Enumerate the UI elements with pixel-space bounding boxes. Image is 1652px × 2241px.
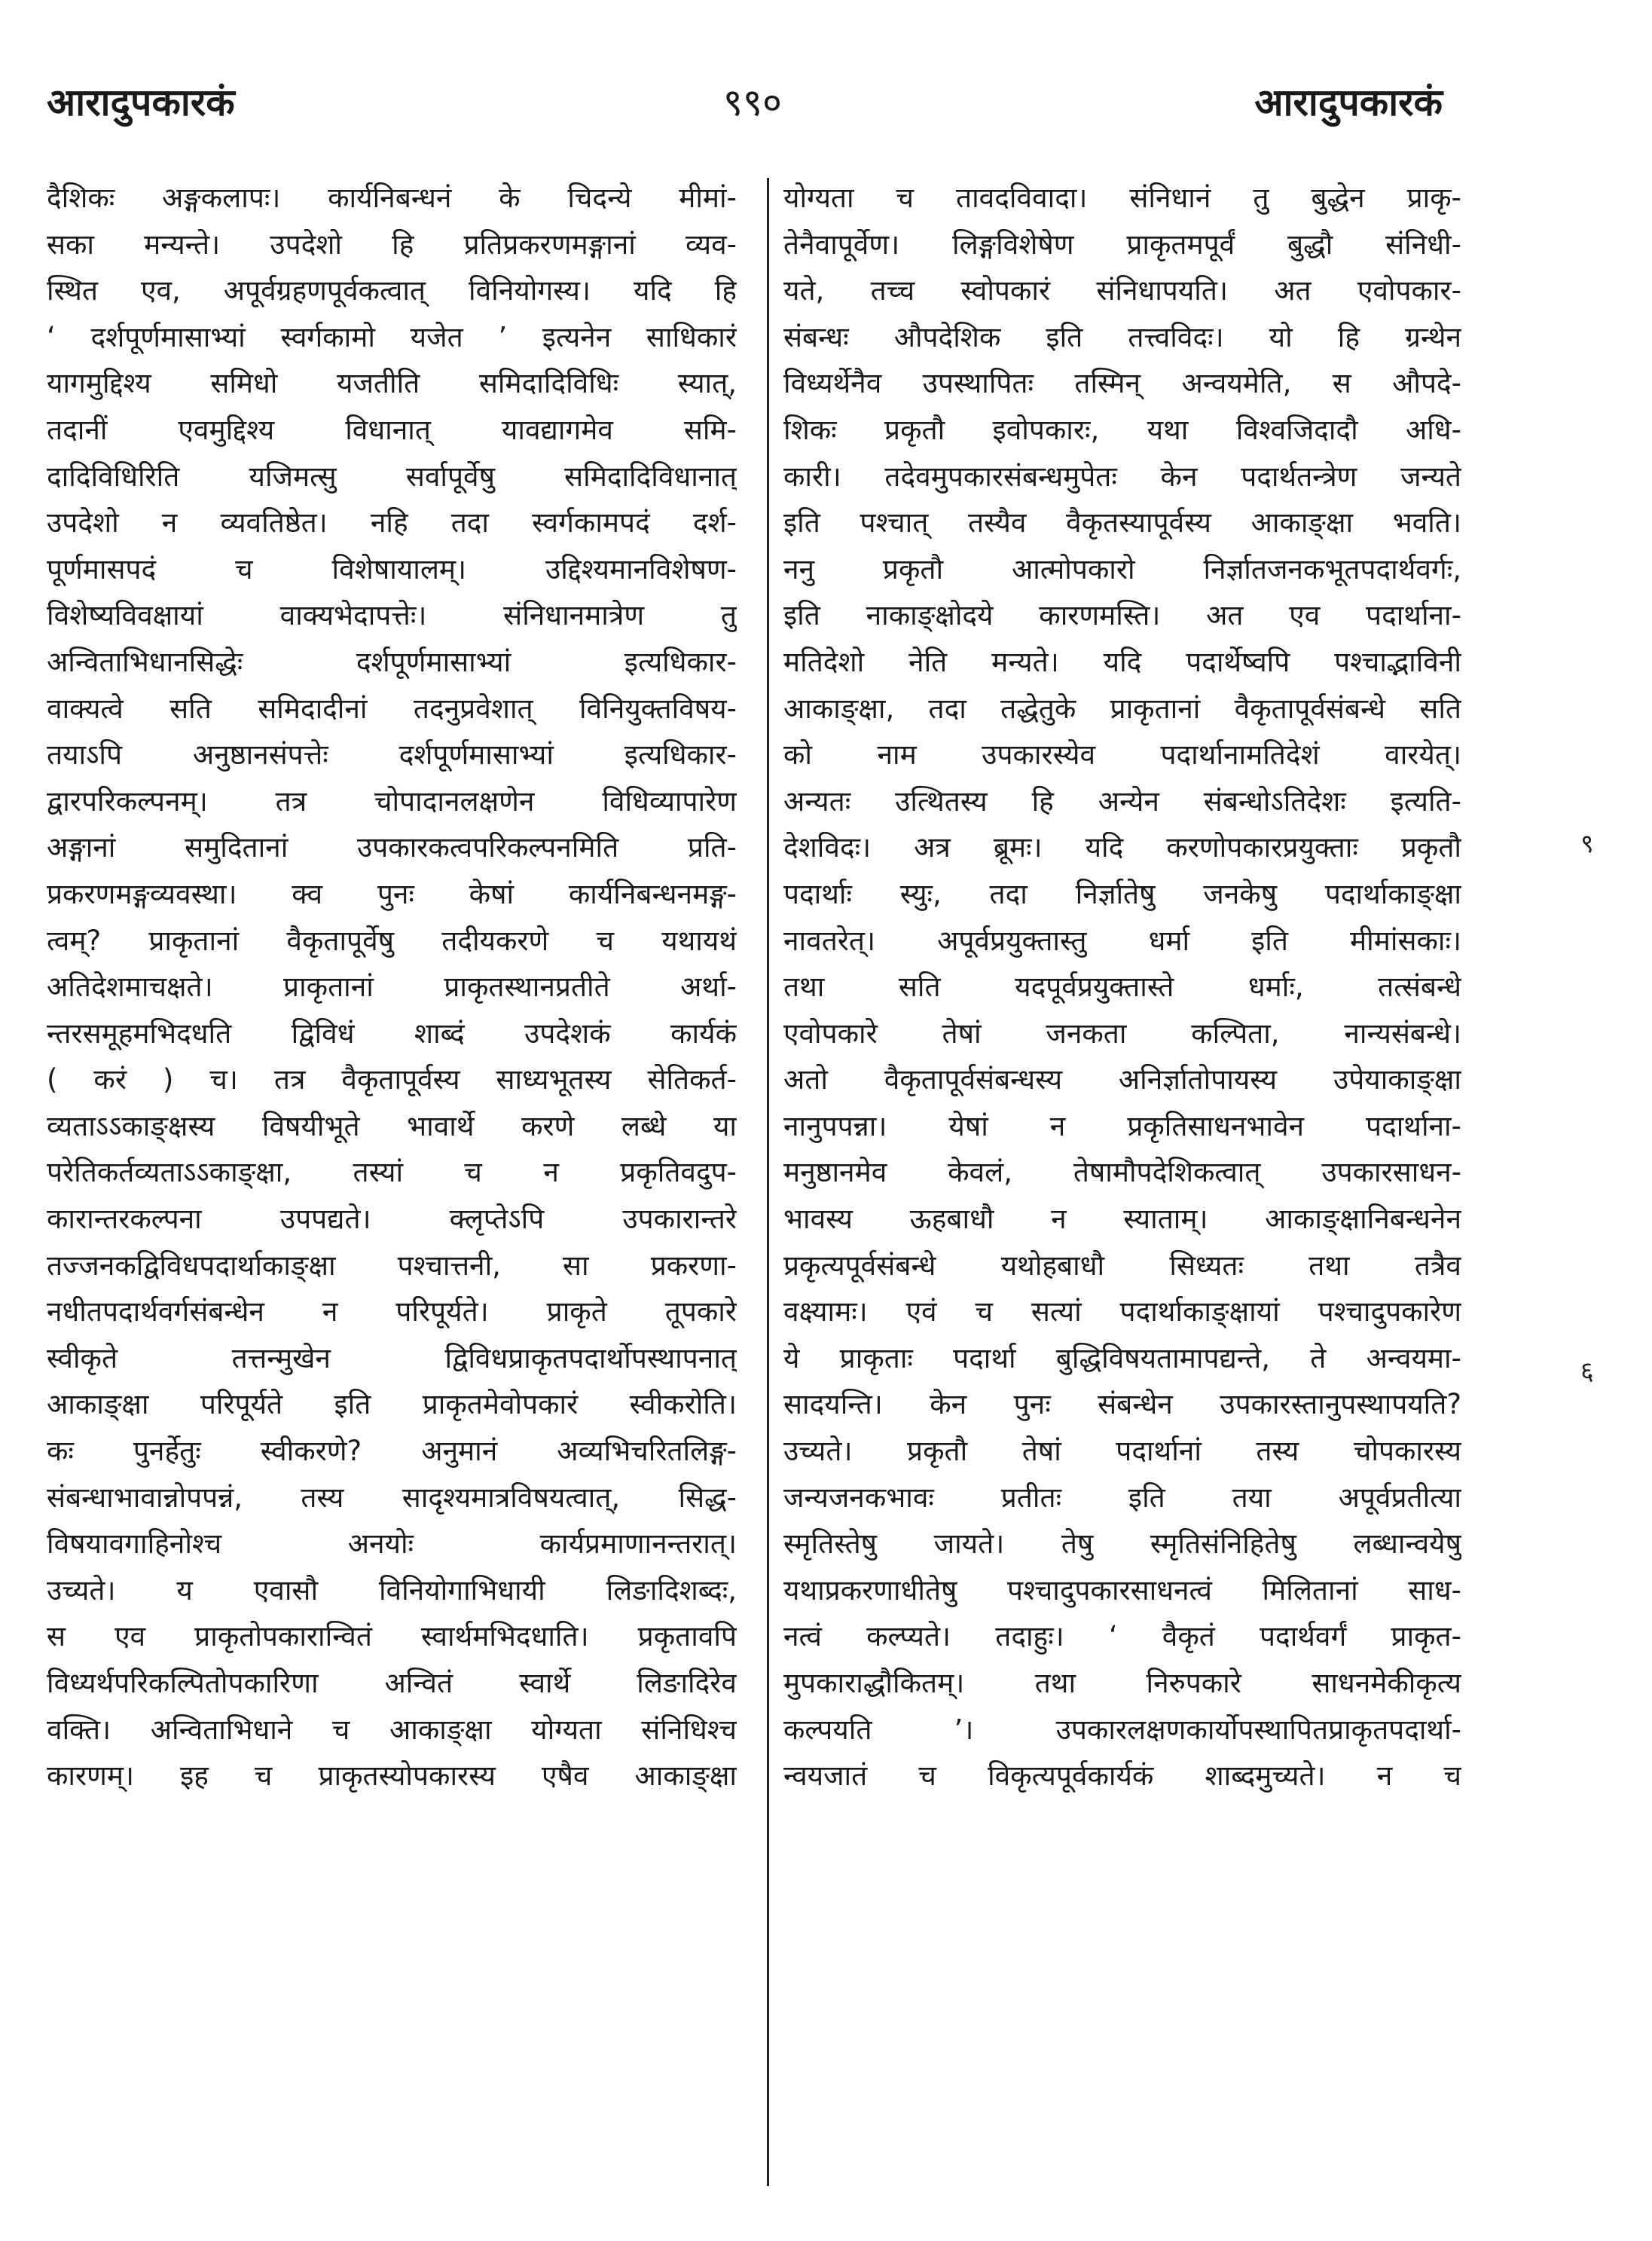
text-line: नावतरेत्। अपूर्वप्रयुक्तास्तु धर्मा इति मीमांसकाः। (783, 924, 1461, 957)
text-line: दैशिकः अङ्गकलापः। कार्यनिबन्धनं के चिदन्ये मीमां- (47, 182, 737, 214)
text-line: मुपकाराद्धौकितम्। तथा निरुपकारे साधनमेकीकृत्य (783, 1667, 1461, 1699)
text-line: भावस्य ऊहबाधौ न स्याताम्। आकाङ्क्षानिबन्धनेन (783, 1203, 1461, 1236)
text-line: देशविदः। अत्र ब्रूमः। यदि करणोपकारप्रयुक्ताः प्रकृतौ (783, 831, 1461, 864)
text-line: सका मन्यन्ते। उपदेशो हि प्रतिप्रकरणमङ्गानां व्यव- (47, 228, 737, 261)
text-line: तेनैवापूर्वेण। लिङ्गविशेषेण प्राकृतमपूर्वं बुद्धौ संनिधी- (783, 228, 1461, 261)
text-line: न्वयजातं च विकृत्यपूर्वकार्यकं शाब्दमुच्यते। न च (783, 1759, 1461, 1793)
text-line: विध्यर्थेनैव उपस्थापितः तस्मिन् अन्वयमेति, स औपदे- (783, 367, 1461, 400)
text-line: मतिदेशो नेति मन्यते। यदि पदार्थेष्वपि पश्चाद्भाविनी (783, 645, 1461, 678)
text-line: ( करं ) च। तत्र वैकृतापूर्वस्य साध्यभूतस्य सेतिकर्त- (47, 1063, 737, 1096)
text-line: द्वारपरिकल्पनम्। तत्र चोपादानलक्षणेन विधिव्यापारेण (47, 784, 737, 818)
text-line: तयाऽपि अनुष्ठानसंपत्तेः दर्शपूर्णमासाभ्यां इत्यधिकार- (47, 738, 737, 772)
text-line: वक्ष्यामः। एवं च सत्यां पदार्थाकाङ्क्षायां पश्चादुपकारेण (783, 1295, 1461, 1328)
text-line: पदार्थाः स्युः, तदा निर्ज्ञातेषु जनकेषु पदार्थाकाङ्क्षा (783, 877, 1461, 910)
text-line: ये प्राकृताः पदार्था बुद्धिविषयतामापद्यन्ते, ते अन्वयमा- (783, 1341, 1461, 1374)
margin-mark: ६ (1580, 1356, 1594, 1386)
margin-mark: ९ (1580, 829, 1594, 859)
text-line: मनुष्ठानमेव केवलं, तेषामौपदेशिकत्वात् उपकारसाधन- (783, 1156, 1461, 1189)
text-line: कल्पयति ’। उपकारलक्षणकार्योपस्थापितप्राकृतपदार्था- (783, 1713, 1461, 1746)
text-line: वाक्यत्वे सति समिदादीनां तदनुप्रवेशात् विनियुक्तविषय- (47, 692, 737, 725)
text-line: यागमुद्दिश्य समिधो यजतीति समिदादिविधिः स्यात्, (47, 367, 737, 400)
page-header (0, 75, 1652, 136)
text-line: यते, तच्च स्वोपकारं संनिधापयति। अत एवोपकार- (783, 274, 1461, 307)
text-line: व्यताऽऽकाङ्क्षस्य विषयीभूते भावार्थे करणे लब्धे या (47, 1109, 737, 1142)
text-line: स एव प्राकृतोपकारान्वितं स्वार्थमभिदधाति। प्रकृतावपि (47, 1620, 737, 1653)
running-title-left: आरादुपकारकं (47, 81, 235, 124)
text-line: इति नाकाङ्क्षोदये कारणमस्ति। अत एव पदार्थाना- (783, 599, 1461, 632)
text-line: स्मृतिस्तेषु जायते। तेषु स्मृतिसंनिहितेषु लब्धान्वयेषु (783, 1527, 1461, 1561)
column-divider (767, 178, 769, 2186)
text-line: नानुपपन्ना। येषां न प्रकृतिसाधनभावेन पदार्थाना- (783, 1109, 1461, 1142)
text-line: दादिविधिरिति यजिमत्सु सर्वापूर्वेषु समिदादिविधानात् (47, 460, 737, 493)
text-line: अन्विताभिधानसिद्धेः दर्शपूर्णमासाभ्यां इत्यधिकार- (47, 645, 737, 678)
text-line: विशेष्यविवक्षायां वाक्यभेदापत्तेः। संनिधानमात्रेण तु (47, 599, 737, 632)
text-line: योग्यता च तावदविवादा। संनिधानं तु बुद्धेन प्राकृ- (783, 182, 1461, 214)
right-text-column (783, 175, 1461, 1799)
text-line: त्वम्? प्राकृतानां वैकृतापूर्वेषु तदीयकरणे च यथायथं (47, 924, 737, 957)
text-line: जन्यजनकभावः प्रतीतः इति तया अपूर्वप्रतीत्या (783, 1481, 1461, 1514)
text-line: उपदेशो न व्यवतिष्ठेत। नहि तदा स्वर्गकामपदं दर्श- (47, 506, 737, 540)
left-text-column (47, 175, 737, 1799)
text-line: कारान्तरकल्पना उपपद्यते। क्लृप्तेऽपि उपकारान्तरे (47, 1203, 737, 1236)
text-line: इति पश्चात् तस्यैव वैकृतस्यापूर्वस्य आकाङ्क्षा भवति। (783, 506, 1461, 540)
text-line: कारी। तदेवमुपकारसंबन्धमुपेतः केन पदार्थतन्त्रेण जन्यते (783, 460, 1461, 493)
text-line: अतो वैकृतापूर्वसंबन्धस्य अनिर्ज्ञातोपायस्य उपेयाकाङ्क्षा (783, 1063, 1461, 1096)
text-line: उच्यते। प्रकृतौ तेषां पदार्थानां तस्य चोपकारस्य (783, 1435, 1461, 1468)
text-line: स्वीकृते तत्तन्मुखेन द्विविधप्राकृतपदार्थोपस्थापनात् (47, 1341, 737, 1374)
text-line: विषयावगाहिनोश्च अनयोः कार्यप्रमाणानन्तरात्। (47, 1527, 737, 1561)
text-line: सादयन्ति। केन पुनः संबन्धेन उपकारस्तानुपस्थापयति? (783, 1388, 1461, 1421)
text-line: विध्यर्थपरिकल्पितोपकारिणा अन्वितं स्वार्थे लिङादिरेव (47, 1667, 737, 1699)
text-line: को नाम उपकारस्येव पदार्थानामतिदेशं वारयेत्। (783, 738, 1461, 772)
text-line: अन्यतः उत्थितस्य हि अन्येन संबन्धोऽतिदेशः इत्यति- (783, 784, 1461, 818)
text-line: कः पुनर्हेतुः स्वीकरणे? अनुमानं अव्यभिचरितलिङ्ग- (47, 1435, 737, 1468)
text-line: यथाप्रकरणाधीतेषु पश्चादुपकारसाधनत्वं मिलितानां साध- (783, 1573, 1461, 1607)
text-line: ननु प्रकृतौ आत्मोपकारो निर्ज्ञातजनकभूतपदार्थवर्गः, (783, 552, 1461, 585)
text-line: संबन्धः औपदेशिक इति तत्त्वविदः। यो हि ग्रन्थेन (783, 320, 1461, 353)
text-line: आकाङ्क्षा परिपूर्यते इति प्राकृतमेवोपकारं स्वीकरोति। (47, 1388, 737, 1421)
text-line: उच्यते। य एवासौ विनियोगाभिधायी लिङादिशब्दः, (47, 1573, 737, 1607)
text-line: तज्जनकद्विविधपदार्थाकाङ्क्षा पश्चात्तनी, सा प्रकरणा- (47, 1249, 737, 1282)
text-line: ‘ दर्शपूर्णमासाभ्यां स्वर्गकामो यजेत ’ इत्यनेन साधिकारं (47, 320, 737, 353)
text-line: स्थित एव, अपूर्वग्रहणपूर्वकत्वात् विनियोगस्य। यदि हि (47, 274, 737, 307)
text-line: पूर्णमासपदं च विशेषायालम्। उद्दिश्यमानविशेषण- (47, 552, 737, 585)
text-line: वक्ति। अन्विताभिधाने च आकाङ्क्षा योग्यता संनिधिश्च (47, 1713, 737, 1746)
text-line: कारणम्। इह च प्राकृतस्योपकारस्य एषैव आकाङ्क्षा (47, 1759, 737, 1793)
text-line: प्रकरणमङ्गव्यवस्था। क्व पुनः केषां कार्यनिबन्धनमङ्ग- (47, 877, 737, 910)
text-line: तदानीं एवमुद्दिश्य विधानात् यावद्यागमेव समि- (47, 413, 737, 446)
text-line: तथा सति यदपूर्वप्रयुक्तास्ते धर्माः, तत्संबन्धे (783, 971, 1461, 1004)
running-title-right: आरादुपकारकं (1254, 81, 1443, 124)
text-line: नत्वं कल्प्यते। तदाहुः। ‘ वैकृतं पदार्थवर्गं प्राकृत- (783, 1620, 1461, 1653)
text-line: अतिदेशमाचक्षते। प्राकृतानां प्राकृतस्थानप्रतीते अर्था- (47, 971, 737, 1004)
text-line: आकाङ्क्षा, तदा तद्धेतुके प्राकृतानां वैकृतापूर्वसंबन्धे सति (783, 692, 1461, 725)
text-line: नधीतपदार्थवर्गसंबन्धेन न परिपूर्यते। प्राकृते तूपकारे (47, 1295, 737, 1328)
text-line: संबन्धाभावान्नोपपन्नं, तस्य सादृश्यमात्रविषयत्वात्, सिद्ध- (47, 1481, 737, 1514)
text-line: न्तरसमूहमभिदधति द्विविधं शाब्दं उपदेशकं कार्यकं (47, 1017, 737, 1050)
text-line: शिकः प्रकृतौ इवोपकारः, यथा विश्वजिदादौ अधि- (783, 413, 1461, 446)
text-line: परेतिकर्तव्यताऽऽकाङ्क्षा, तस्यां च न प्रकृतिवदुप- (47, 1156, 737, 1189)
text-line: प्रकृत्यपूर्वसंबन्धे यथोहबाधौ सिध्यतः तथा तत्रैव (783, 1249, 1461, 1282)
text-line: एवोपकारे तेषां जनकता कल्पिता, नान्यसंबन्धे। (783, 1017, 1461, 1050)
text-line: अङ्गानां समुदितानां उपकारकत्वपरिकल्पनमिति प्रति- (47, 831, 737, 864)
page-number: ९९० (723, 81, 782, 124)
